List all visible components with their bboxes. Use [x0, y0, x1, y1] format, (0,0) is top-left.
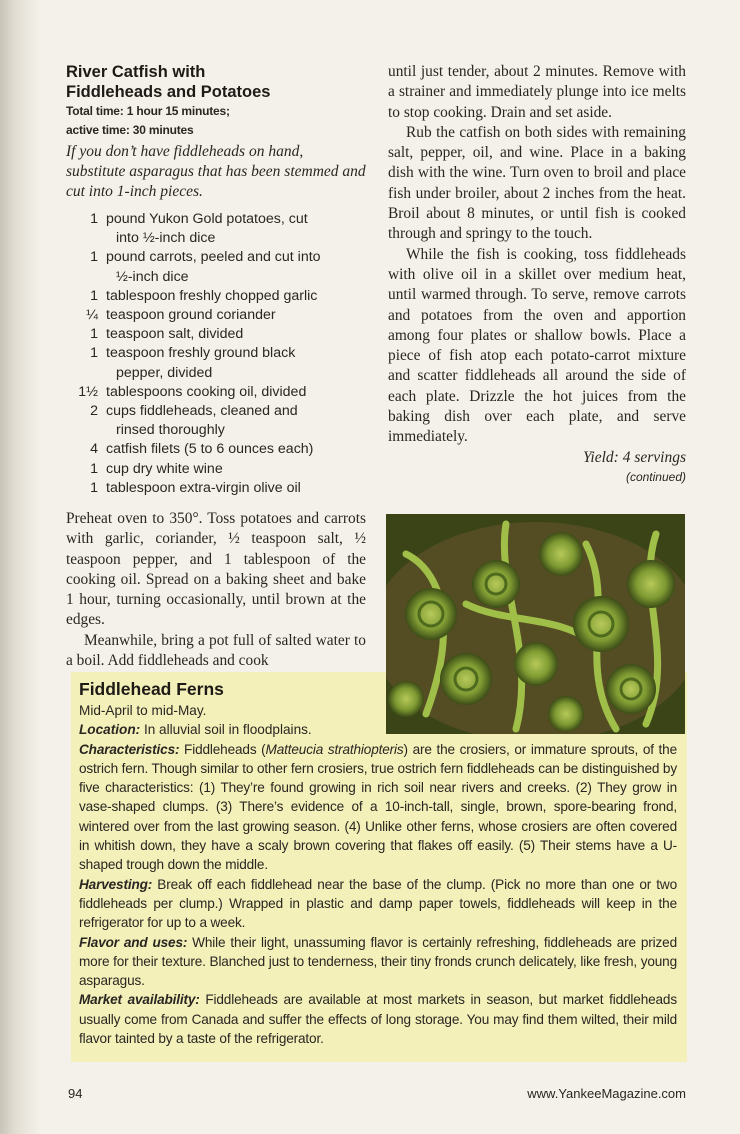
sidebar-content — [79, 678, 677, 1048]
recipe-title: River Catfish with Fiddleheads and Potatoes — [66, 63, 271, 101]
ingredient-text: teaspoon salt, divided — [106, 326, 244, 343]
continued-note: (continued) — [625, 469, 686, 484]
ingredient-text: catfish filets (5 to 6 ounces each) — [106, 441, 314, 458]
recipe-intro: If you don’t have fiddleheads on hand, substitute asparagus that has been stemmed and cut into 1-inch pieces. — [66, 143, 366, 200]
ingredient-text: tablespoon freshly chopped garlic — [106, 287, 318, 304]
ingredient-list — [66, 210, 366, 498]
direction-paragraph: Preheat oven to 350°. Toss potatoes and carrots with garlic, coriander, ½ teaspoon salt, ½ teaspoon pepper, and 1 tablespoon of the cooking oil. Spread on a baking sheet and bake 1 hour, turning occasionally, until brown at the edges. — [66, 510, 366, 629]
ingredient-text: cups fiddleheads, cleaned and rinsed thoroughly — [106, 403, 298, 439]
ingredient-item — [66, 479, 366, 498]
sidebar-market: Market availability: Fiddleheads are available at most markets in season, but market fiddleheads usually come from Canada and suffer the effects of long storage. You may find them wilted, their mild flavor tainted by a taste of the refrigerator. — [79, 992, 677, 1047]
ingredient-text: pound carrots, peeled and cut into ½-inch dice — [106, 249, 321, 285]
ingredient-text: cup dry white wine — [106, 460, 223, 477]
ingredient-text: teaspoon freshly ground black pepper, divided — [106, 345, 296, 381]
recipe-column-left — [66, 62, 366, 498]
ingredient-item — [66, 460, 366, 479]
ingredient-quantity: 1½ — [78, 383, 98, 400]
ingredient-item — [66, 248, 366, 286]
ingredient-text: tablespoon extra-virgin olive oil — [106, 479, 301, 496]
sidebar-characteristics: Characteristics: Fiddleheads (Matteucia strathiopteris) are the crosiers, or immature sprouts, of the ostrich fern. Though similar to other fern crosiers, true ostrich fern fiddleheads can be distinguished by five characteristics: (1) They’re found growing in rich soil near rivers and creeks. (2) They grow in vase-shaped clumps. (3) There’s evidence of a 10-inch-tall, single, brown, spore-bearing frond, wintered over from the last growing season. (4) Unlike other ferns, whose crosiers are often covered in whitish down, they have a scaly brown covering that flakes off easily. (5) Their stems have a U-shaped trough down the middle. — [79, 741, 677, 873]
ingredient-quantity: 2 — [90, 403, 98, 420]
ingredient-item — [66, 306, 366, 325]
sidebar-harvesting: Harvesting: Break off each fiddlehead near the base of the clump. (Pick no more than one or two fiddleheads per clump.) Wrapped in plastic and damp paper towels, fiddleheads will keep in the refrigerator for up to a week. — [79, 876, 677, 931]
ingredient-item — [66, 210, 366, 248]
ingredient-quantity: 1 — [90, 460, 98, 477]
ingredient-text: pound Yukon Gold potatoes, cut into ½-inch dice — [106, 211, 308, 247]
sidebar-location: Location: In alluvial soil in floodplains. — [79, 722, 312, 738]
ingredient-item — [66, 344, 366, 382]
ingredient-quantity: 1 — [90, 479, 98, 496]
website-url: www.YankeeMagazine.com — [527, 1086, 686, 1101]
page-gutter-shadow — [0, 0, 40, 1134]
ingredient-quantity: 4 — [90, 441, 98, 458]
ingredient-quantity: ¼ — [86, 307, 98, 324]
directions-right — [388, 62, 686, 486]
ingredient-text: tablespoons cooking oil, divided — [106, 383, 307, 400]
direction-paragraph: While the fish is cooking, toss fiddleheads with olive oil in a skillet over medium heat, until warmed through. To serve, remove carrots and potatoes from the oven and apportion among four plates or shallow bowls. Place a piece of fish atop each potato-carrot mixture and scatter fiddleheads all around the side of each plate. Drizzle the hot juices from the baking dish over each plate, and serve immediately. — [388, 245, 686, 446]
ingredient-quantity: 1 — [90, 249, 98, 266]
ingredient-text: teaspoon ground coriander — [106, 307, 276, 324]
ingredient-item — [66, 402, 366, 440]
sidebar-title: Fiddlehead Ferns — [79, 679, 224, 699]
direction-paragraph: Rub the catfish on both sides with remaining salt, pepper, oil, and wine. Place in a baking dish with the wine. Turn oven to broil and place fish under broiler, about 2 inches from the heat. Broil about 8 minutes, or until fish is cooked through and springy to the touch. — [388, 123, 686, 243]
ingredient-quantity: 1 — [90, 326, 98, 343]
ingredient-quantity: 1 — [90, 211, 98, 227]
ingredient-quantity: 1 — [90, 345, 98, 362]
ingredient-item — [66, 325, 366, 344]
recipe-yield: Yield: 4 servings — [582, 448, 686, 466]
ingredient-item — [66, 383, 366, 402]
directions-left — [66, 509, 366, 671]
sidebar-season: Mid-April to mid-May. — [79, 703, 207, 718]
ingredient-quantity: 1 — [90, 287, 98, 304]
recipe-time: Total time: 1 hour 15 minutes; active time: 30 minutes — [66, 104, 230, 137]
direction-paragraph: Meanwhile, bring a pot full of salted water to a boil. Add fiddleheads and cook — [66, 631, 366, 670]
page-number: 94 — [68, 1086, 83, 1101]
sidebar-flavor: Flavor and uses: While their light, unassuming flavor is certainly refreshing, fiddleheads are prized more for their texture. Blanched just to tenderness, their tiny fronds crunch delicately, like fresh, young asparagus. — [79, 934, 677, 989]
direction-paragraph: until just tender, about 2 minutes. Remove with a strainer and immediately plunge into ice melts to stop cooking. Drain and set aside. — [388, 63, 686, 121]
ingredient-item — [66, 287, 366, 306]
ingredient-item — [66, 440, 366, 459]
